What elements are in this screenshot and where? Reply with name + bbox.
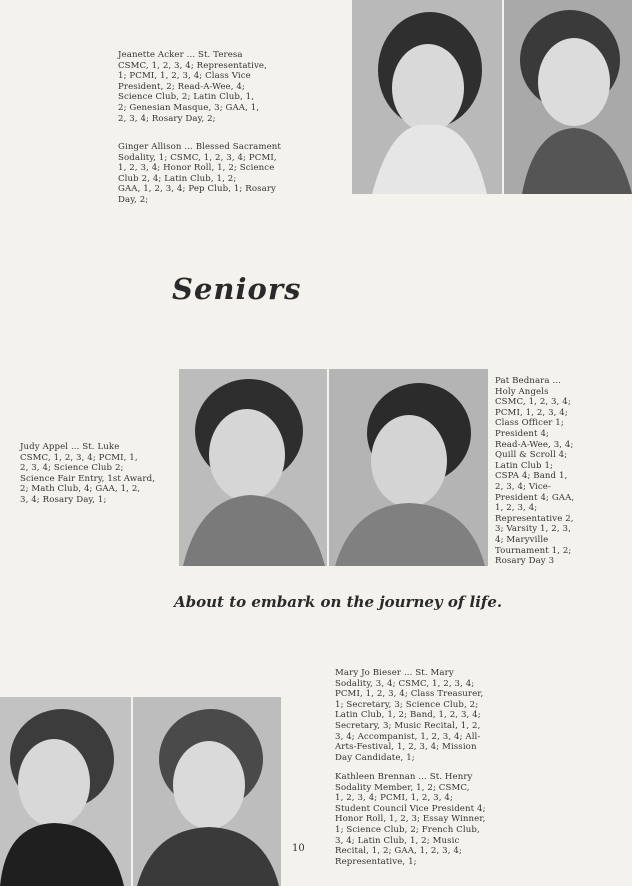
bio-ginger-allison: Ginger Allison ... Blessed Sacrament Sodality, 1; CSMC, 1, 2, 3, 4; PCMI, 1, 2, 3, 4; Honor Roll, 1, 2; Science Club 2, 4; Latin Club, 1, 2; GAA, 1, 2, 3, 4; Pep Club, 1; Rosary Day, 2; xyxy=(118,142,281,205)
page-number: 10 xyxy=(292,843,305,854)
bio-jeanette-acker: Jeanette Acker ... St. Teresa CSMC, 1, 2, 3, 4; Representative, 1; PCMI, 1, 2, 3, 4; Class Vice President, 2; Read-A-Wee, 4; Science Club, 2; Latin Club, 1, 2; Genesian Masque, 3; GAA, 1, 2, 3, 4; Rosary Day, 2; xyxy=(118,50,267,124)
caption: About to embark on the journey of life. xyxy=(174,593,503,611)
bio-mary-jo-bieser: Mary Jo Bieser ... St. Mary Sodality, 3, 4; CSMC, 1, 2, 3, 4; PCMI, 1, 2, 3, 4; Class Treasurer, 1; Secretary, 3; Science Club, 2; Latin Club, 1, 2; Band, 1, 2, 3, 4; Secretary, 3; Music Recital, 1, 2, 3, 4; Accompanist, 1, 2, 3, 4; All- Arts-Festival, 1, 2, 3, 4; Mission Day Candidate, 1; xyxy=(335,668,484,763)
bio-judy-appel: Judy Appel ... St. Luke CSMC, 1, 2, 3, 4; PCMI, 1, 2, 3, 4; Science Club 2; Science Fair Entry, 1st Award, 2; Math Club, 4; GAA, 1, 2, 3, 4; Rosary Day, 1; xyxy=(20,442,156,505)
portrait-photo-acker xyxy=(352,0,502,194)
portrait-photo-bieser xyxy=(0,697,131,886)
bio-kathleen-brennan: Kathleen Brennan ... St. Henry Sodality Member, 1, 2; CSMC, 1, 2, 3, 4; PCMI, 1, 2, 3, 4; Student Council Vice President 4; Honor Roll, 1, 2, 3; Essay Winner, 1; Science Club, 2; French Club, 3, 4; Latin Club, 1, 2; Music Recital, 1, 2; GAA, 1, 2, 3, 4; Representative, 1; xyxy=(335,772,486,867)
portrait-photo-brennan xyxy=(133,697,281,886)
bio-pat-bednara: Pat Bednara ... Holy Angels CSMC, 1, 2, 3, 4; PCMI, 1, 2, 3, 4; Class Officer 1; President 4; Read-A-Wee, 3, 4; Quill & Scroll 4; Latin Club 1; CSPA 4; Band 1, 2, 3, 4; Vice- President 4; GAA, 1, 2, 3, 4; Representative 2, 3; Varsity 1, 2, 3, 4; Maryville Tournament 1, 2; Rosary Day 3 xyxy=(495,376,575,567)
portrait-photo-bednara xyxy=(329,369,488,566)
portrait-photo-appel xyxy=(179,369,327,566)
page-heading: Seniors xyxy=(172,272,302,306)
portrait-photo-allison xyxy=(504,0,632,194)
